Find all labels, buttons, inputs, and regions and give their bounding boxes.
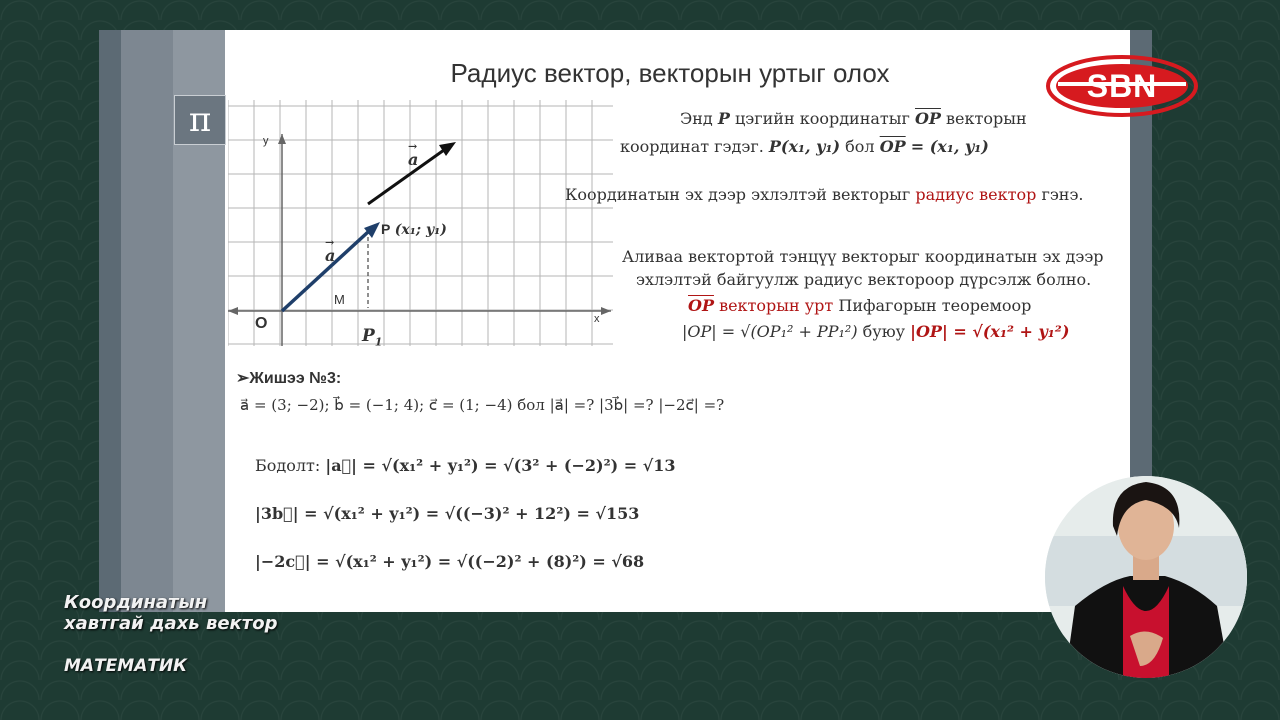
para3-formula: |OP| = √(OP₁² + PP₁²) буюу |OP| = √(x₁² + y₁²) [682,322,1070,341]
para2: Координатын эх дээр эхлэлтэй векторыг радиус вектор гэнэ. [565,185,1084,204]
example-heading: ➢Жишээ №3: [236,370,342,387]
point-p-label: P (x₁; y₁) [381,221,447,238]
para3-line2: эхлэлтэй байгуулж радиус вектороор дүрсэлж болно. [636,270,1092,289]
para1-line2: координат гэдэг. P(x₁, y₁) бол $\overline{OP} = (x_1$, y₁) [620,137,989,156]
example-statement: a⃗ = (3; −2); b⃗ = (−1; 4); c⃗ = (1; −4) бол |a⃗| =? |3b⃗| =? |−2c⃗| =? [240,396,725,414]
vector-a-label-bottom: → a [325,236,336,265]
origin-label: O [255,315,268,332]
sbn-logo-text: SBN [1086,68,1158,104]
subject-label: МАТЕМАТИК [64,656,188,676]
para1-line1: Энд P цэгийн координатыг $\overline{OP}$ векторын [680,109,1027,128]
para3-line3: $\overline{OP}$ векторын урт Пифагорын теоремоор [688,296,1032,315]
topic-line-2: хавтгай дахь вектор [64,613,278,634]
slide-title: Радиус вектор, векторын уртыг олох [450,58,890,88]
x-axis-label: x [594,313,600,325]
topic-line-1: Координатын [64,592,208,613]
vector-a-label-top: → a [408,140,419,169]
point-m-label: M [334,292,345,307]
para3-line1: Аливаа вектортой тэнцүү векторыг координатын эх дээр [622,247,1104,266]
presenter-image [1045,476,1247,678]
point-p1-label: $P_1$ [362,326,383,349]
solution-line-1: Бодолт: |a⃗| = √(x₁² + y₁²) = √(3² + (−2)²) = √13 [255,456,676,475]
solution-line-2: |3b⃗| = √(x₁² + y₁²) = √((−3)² + 12²) = √153 [255,504,640,523]
vector-a-free [368,140,444,204]
slide-frame-left [99,30,121,612]
presenter-video [1045,476,1247,678]
solution-line-3: |−2c⃗| = √(x₁² + y₁²) = √((−2)² + (8)²) = √68 [255,552,645,571]
pi-icon: π [174,95,226,145]
y-axis-label: y [263,135,269,147]
